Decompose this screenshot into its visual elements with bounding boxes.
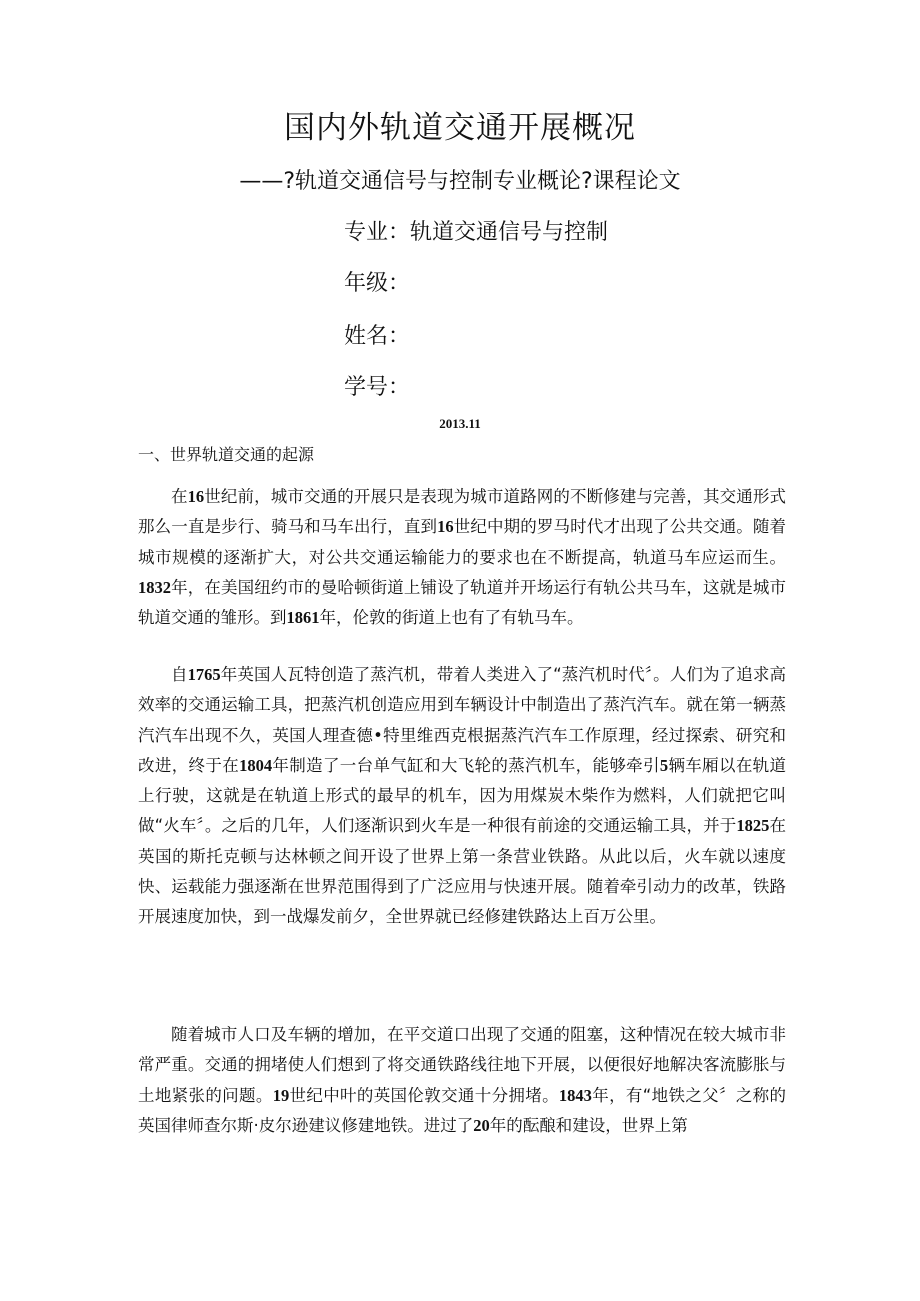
number-text: 1825 (736, 816, 770, 836)
number-text: 1804 (239, 755, 273, 775)
number-text: 1861 (286, 608, 320, 628)
body-paragraph: 自1765年英国人瓦特创造了蒸汽机，带着人类进入了“蒸汽机时代〞。人们为了追求高效率的交通运输工具，把蒸汽机创造应用到车辆设计中制造出了蒸汽汽车。就在第一辆蒸汽汽车出现不久，英国人理查德•特里维西克根据蒸汽汽车工作原理，经过探索、研究和改进，终于在1804年制造了一台单气缸和大飞轮的蒸汽机车，能够牵引5辆车厢以在轨道上行驶，这就是在轨道上形式的最早的机车，因为用煤炭木柴作为燃料，人们就把它叫做“火车〞。之后的几年，人们逐渐识到火车是一种很有前途的交通运输工具，并于1825在英国的斯托克顿与达林顿之间开设了世界上第一条营业铁路。从此以后，火车就以速度快、运载能力强逐渐在世界范围得到了广泛应用与快速开展。随着牵引动力的改革，铁路开展速度加快，到一战爆发前夕，全世界就已经修建铁路达上百万公里。 (138, 665, 787, 927)
number-text: 5 (659, 755, 669, 775)
body-paragraph: 随着城市人口及车辆的增加，在平交道口出现了交通的阻塞，这种情况在较大城市非常严重。交通的拥堵使人们想到了将交通铁路线往地下开展，以便很好地解决客流膨胀与土地紧张的问题。19世纪中叶的英国伦敦交通十分拥堵。1843年，有“地铁之父〞之称的英国律师查尔斯·皮尔逊建议修建地铁。进过了20年的酝酿和建设，世界上第 (138, 1025, 787, 1135)
number-text: 1765 (187, 665, 221, 684)
name-field: 姓名： (344, 324, 411, 349)
number-text: 20 (473, 1115, 490, 1135)
number-text: 16 (437, 517, 454, 537)
section-heading: 一、世界轨道交通的起源 (138, 445, 315, 464)
document-subtitle: ——?轨道交通信号与控制专业概论?课程论文 (239, 169, 681, 194)
body-paragraph: 在16世纪前，城市交通的开展只是表现为城市道路网的不断修建与完善，其交通形式那么一直是步行、骑马和马车出行，直到16世纪中期的罗马时代才出现了公共交通。随着城市规模的逐渐扩大，对公共交通运输能力的要求也在不断提高，轨道马车应运而生。1832年，在美国纽约市的曼哈顿街道上铺设了轨道并开场运行有轨公共马车，这就是城市轨道交通的雏形。到1861年，伦敦的街道上也有了有轨马车。 (138, 487, 787, 628)
number-text: 16 (187, 487, 205, 506)
major-field: 专业：轨道交通信号与控制 (344, 220, 609, 245)
student-id-field: 学号： (344, 375, 411, 400)
number-text: 1832 (138, 577, 171, 597)
document-title: 国内外轨道交通开展概况 (284, 110, 636, 146)
document-date: 2013.11 (439, 416, 481, 431)
grade-field: 年级： (344, 271, 411, 296)
number-text: 19 (272, 1085, 290, 1105)
number-text: 1843 (558, 1085, 592, 1105)
